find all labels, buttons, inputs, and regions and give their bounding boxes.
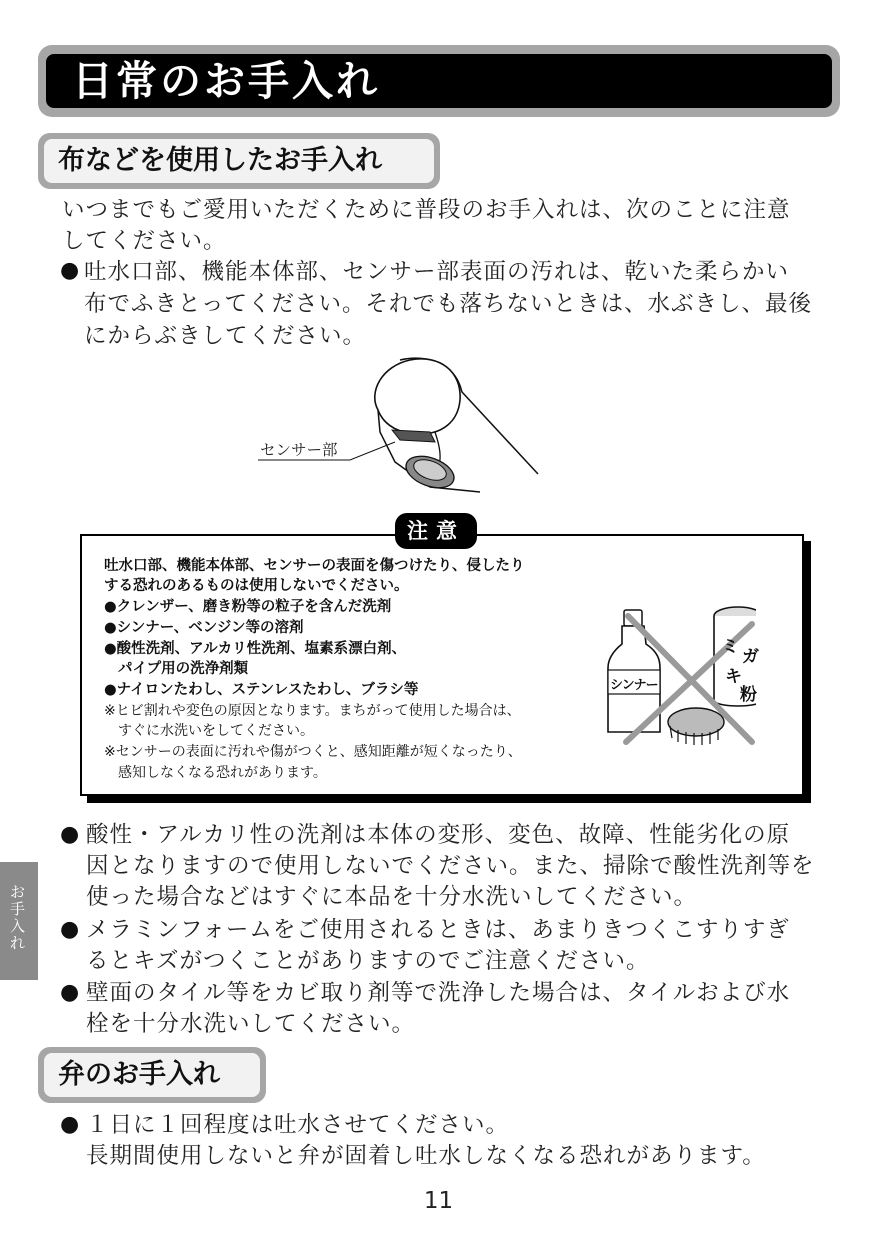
bullet-icon: ●: [60, 822, 80, 847]
page-title-bar: [38, 45, 840, 117]
caution-line-1: 吐水口部、機能本体部、センサーの表面を傷つけたり、侵したり: [104, 558, 525, 574]
bottle-label: シンナー: [610, 678, 658, 693]
can-label-1: ミ: [722, 637, 739, 657]
bullet-icon: ●: [60, 980, 80, 1005]
can-label-4: 粉: [740, 685, 757, 705]
caution-note-2-line-2: 感知しなくなる恐れがあります。: [118, 765, 327, 781]
section-heading-valve: [38, 1047, 266, 1103]
page-title-inner: [46, 54, 832, 108]
bullet-icon: ●: [60, 258, 80, 283]
side-tab: [0, 862, 38, 980]
section-heading-valve-text: 弁のお手入れ: [58, 1059, 220, 1090]
bullet1-line-2: 布でふきとってください。それでも落ちないときは、水ぶきし、最後: [84, 291, 813, 317]
bullet2-3-line-1: 壁面のタイル等をカビ取り剤等で洗浄した場合は、タイルおよび水: [86, 980, 791, 1006]
intro-line-2: してください。: [62, 228, 227, 254]
bullet2-2-line-2: るとキズがつくことがありますのでご注意ください。: [86, 948, 650, 974]
bullet2-3-line-2: 栓を十分水洗いしてください。: [86, 1011, 416, 1037]
sensor-label: センサー部: [260, 441, 338, 459]
intro-line-1: いつまでもご愛用いただくために普段のお手入れは、次のことに注意: [62, 197, 791, 223]
caution-item-2: ●シンナー、ベンジン等の溶剤: [104, 620, 304, 636]
bullet2-2-line-1: メラミンフォームをご使用されるときは、あまりきつくこすりすぎ: [86, 917, 790, 943]
section-heading-cloth-text: 布などを使用したお手入れ: [58, 145, 382, 176]
bullet2-1-line-3: 使った場合などはすぐに本品を十分水洗いしてください。: [86, 884, 698, 910]
bullet2-1-line-1: 酸性・アルカリ性の洗剤は本体の変形、変色、故障、性能劣化の原: [86, 822, 791, 848]
bullet2-1-line-2: 因となりますので使用しないでください。また、掃除で酸性洗剤等を: [86, 853, 815, 879]
side-tab-label: お手入れ: [10, 883, 26, 952]
faucet-illustration: [250, 352, 550, 502]
caution-note-1-line-2: すぐに水洗いをしてください。: [118, 723, 314, 739]
caution-line-2: する恐れのあるものは使用しないでください。: [104, 578, 409, 594]
caution-item-4: ●ナイロンたわし、ステンレスたわし、ブラシ等: [104, 682, 419, 698]
caution-item-3-line-2: パイプ用の洗浄剤類: [118, 661, 249, 677]
valve-line-2: 長期間使用しないと弁が固着し吐水しなくなる恐れがあります。: [86, 1143, 766, 1169]
page-title: 日常のお手入れ: [72, 57, 380, 105]
bullet-icon: ●: [60, 1112, 80, 1137]
caution-tag: 注意: [395, 513, 477, 549]
can-label-3: キ: [725, 667, 742, 687]
caution-item-1: ●クレンザー、磨き粉等の粒子を含んだ洗剤: [104, 599, 392, 615]
valve-line-1: １日に１回程度は吐水させてください。: [86, 1112, 510, 1138]
bullet1-line-1: 吐水口部、機能本体部、センサー部表面の汚れは、乾いた柔らかい: [84, 259, 790, 285]
page-number: 11: [423, 1188, 454, 1214]
section-heading-cloth: [38, 133, 440, 189]
bullet-icon: ●: [60, 917, 80, 942]
caution-item-3-line-1: ●酸性洗剤、アルカリ性洗剤、塩素系漂白剤、: [104, 641, 407, 657]
caution-note-2-line-1: ※センサーの表面に汚れや傷がつくと、感知距離が短くなったり、: [104, 744, 522, 760]
bullet1-line-3: にからぶきしてください。: [84, 323, 367, 349]
can-label-2: ガ: [742, 647, 759, 667]
caution-note-1-line-1: ※ヒビ割れや変色の原因となります。まちがって使用した場合は、: [104, 703, 521, 719]
